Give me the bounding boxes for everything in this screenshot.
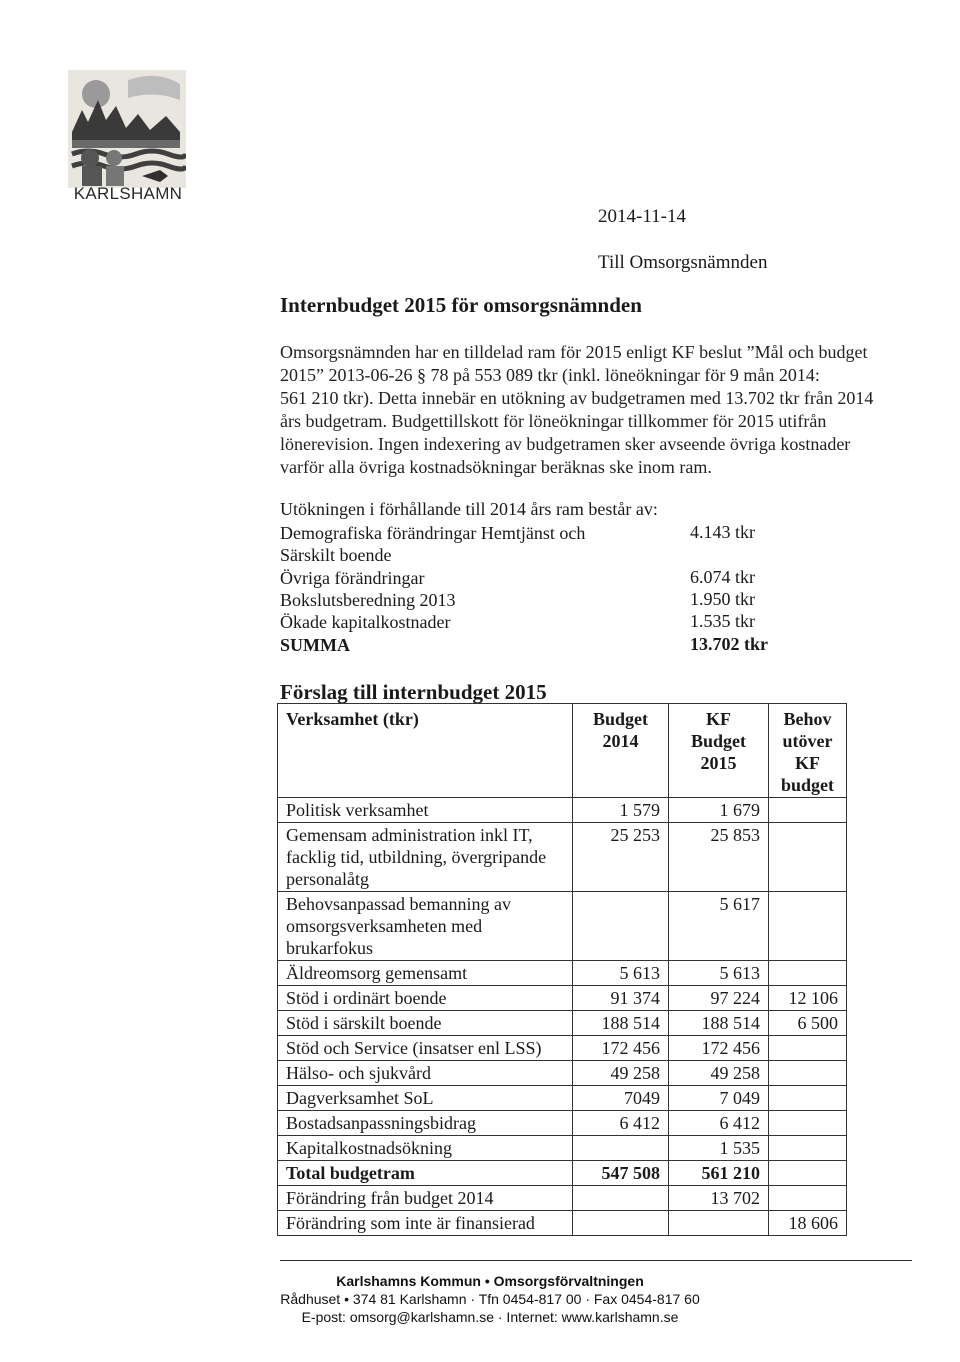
increase-item-value: 1.535 tkr — [690, 611, 755, 631]
footer-divider — [280, 1260, 912, 1261]
cell-kf-budget-2015: 49 258 — [669, 1061, 769, 1086]
cell-activity: Stöd i ordinärt boende — [278, 986, 573, 1011]
cell-need — [769, 1161, 847, 1186]
cell-activity: Kapitalkostnadsökning — [278, 1136, 573, 1161]
cell-need — [769, 1036, 847, 1061]
table-row — [278, 1036, 847, 1061]
cell-need — [769, 798, 847, 823]
footer — [200, 1272, 780, 1326]
table-row — [278, 798, 847, 823]
proposal-title: Förslag till internbudget 2015 — [280, 680, 547, 704]
budget-table — [277, 703, 847, 1236]
cell-kf-budget-2015: 13 702 — [669, 1186, 769, 1211]
increase-heading: Utökningen i förhållande till 2014 års ram består av: — [280, 499, 658, 519]
cell-budget-2014: 5 613 — [573, 961, 669, 986]
increase-sum-label: SUMMA — [280, 635, 350, 655]
cell-activity: Bostadsanpassningsbidrag — [278, 1111, 573, 1136]
table-row — [278, 892, 847, 961]
cell-activity: Total budgetram — [278, 1161, 573, 1186]
cell-activity: Stöd och Service (insatser enl LSS) — [278, 1036, 573, 1061]
table-row — [278, 1186, 847, 1211]
intro-line: varför alla övriga kostnadsökningar beräknas ske inom ram. — [280, 457, 712, 477]
cell-budget-2014: 49 258 — [573, 1061, 669, 1086]
table-row — [278, 1211, 847, 1236]
header-kf-budget-2015: KF Budget 2015 — [669, 704, 769, 798]
coat-of-arms-icon — [68, 70, 186, 188]
increase-item-label: Ökade kapitalkostnader — [280, 612, 451, 632]
footer-address: Rådhuset • 374 81 Karlshamn · Tfn 0454-817 00 · Fax 0454-817 60 — [280, 1291, 700, 1307]
cell-kf-budget-2015: 1 679 — [669, 798, 769, 823]
cell-need — [769, 1061, 847, 1086]
cell-need: 6 500 — [769, 1011, 847, 1036]
cell-activity: Förändring som inte är finansierad — [278, 1211, 573, 1236]
table-row — [278, 1061, 847, 1086]
intro-paragraph — [280, 341, 900, 479]
cell-need — [769, 892, 847, 961]
intro-line: års budgetram. Budgettillskott för löneökningar tillkommer för 2015 utifrån — [280, 411, 827, 431]
cell-need — [769, 1186, 847, 1211]
table-row — [278, 1011, 847, 1036]
header-activity: Verksamhet (tkr) — [278, 704, 573, 798]
logo-wordmark: KARLSHAMN — [73, 184, 183, 203]
table-row-total — [278, 1161, 847, 1186]
cell-budget-2014 — [573, 1211, 669, 1236]
cell-activity: Politisk verksamhet — [278, 798, 573, 823]
cell-need — [769, 961, 847, 986]
cell-budget-2014: 188 514 — [573, 1011, 669, 1036]
cell-kf-budget-2015: 188 514 — [669, 1011, 769, 1036]
cell-kf-budget-2015: 1 535 — [669, 1136, 769, 1161]
table-row — [278, 1136, 847, 1161]
cell-budget-2014: 6 412 — [573, 1111, 669, 1136]
cell-activity: Behovsanpassad bemanning av omsorgsverksamheten med brukarfokus — [278, 892, 573, 961]
increase-item-label: Övriga förändringar — [280, 568, 425, 588]
increase-sum-value: 13.702 tkr — [690, 634, 768, 654]
footer-org: Karlshamns Kommun • Omsorgsförvaltningen — [336, 1273, 644, 1289]
cell-kf-budget-2015: 172 456 — [669, 1036, 769, 1061]
document-title: Internbudget 2015 för omsorgsnämnden — [280, 293, 642, 317]
intro-line: Omsorgsnämnden har en tilldelad ram för 2015 enligt KF beslut ”Mål och budget — [280, 342, 868, 362]
cell-activity: Dagverksamhet SoL — [278, 1086, 573, 1111]
table-row — [278, 823, 847, 892]
cell-need — [769, 1086, 847, 1111]
cell-kf-budget-2015 — [669, 1211, 769, 1236]
footer-contact: E-post: omsorg@karlshamn.se · Internet: www.karlshamn.se — [301, 1309, 679, 1325]
cell-kf-budget-2015: 7 049 — [669, 1086, 769, 1111]
intro-line: 2015” 2013-06-26 § 78 på 553 089 tkr (inkl. löneökningar för 9 mån 2014: — [280, 365, 820, 385]
increase-item-label: Bokslutsberedning 2013 — [280, 590, 456, 610]
increase-item-value: 4.143 tkr — [690, 522, 755, 542]
cell-kf-budget-2015: 5 617 — [669, 892, 769, 961]
cell-activity: Stöd i särskilt boende — [278, 1011, 573, 1036]
cell-activity: Gemensam administration inkl IT, facklig tid, utbildning, övergripande personalåtg — [278, 823, 573, 892]
cell-need — [769, 1111, 847, 1136]
cell-kf-budget-2015: 97 224 — [669, 986, 769, 1011]
increase-item-label-cont: Särskilt boende — [280, 545, 392, 565]
cell-budget-2014: 1 579 — [573, 798, 669, 823]
header-budget-2014: Budget 2014 — [573, 704, 669, 798]
intro-line: 561 210 tkr). Detta innebär en utökning av budgetramen med 13.702 tkr från 2014 — [280, 388, 874, 408]
cell-kf-budget-2015: 25 853 — [669, 823, 769, 892]
cell-budget-2014: 172 456 — [573, 1036, 669, 1061]
intro-line: lönerevision. Ingen indexering av budgetramen sker avseende övriga kostnader — [280, 434, 851, 454]
cell-activity: Förändring från budget 2014 — [278, 1186, 573, 1211]
increase-item-value: 1.950 tkr — [690, 589, 755, 609]
cell-budget-2014: 25 253 — [573, 823, 669, 892]
cell-budget-2014: 7049 — [573, 1086, 669, 1111]
cell-kf-budget-2015: 6 412 — [669, 1111, 769, 1136]
cell-kf-budget-2015: 561 210 — [669, 1161, 769, 1186]
cell-need — [769, 823, 847, 892]
table-row — [278, 1086, 847, 1111]
cell-need — [769, 1136, 847, 1161]
recipient: Till Omsorgsnämnden — [598, 252, 768, 273]
cell-budget-2014 — [573, 1186, 669, 1211]
table-row — [278, 961, 847, 986]
cell-need: 18 606 — [769, 1211, 847, 1236]
increase-item-value: 6.074 tkr — [690, 567, 755, 587]
letter-date: 2014-11-14 — [598, 206, 686, 227]
cell-activity: Hälso- och sjukvård — [278, 1061, 573, 1086]
cell-need: 12 106 — [769, 986, 847, 1011]
header-need-beyond-kf: Behov utöver KF budget — [769, 704, 847, 798]
cell-budget-2014: 91 374 — [573, 986, 669, 1011]
table-header-row — [278, 704, 847, 798]
cell-budget-2014: 547 508 — [573, 1161, 669, 1186]
increase-item-label: Demografiska förändringar Hemtjänst och — [280, 523, 586, 543]
cell-budget-2014 — [573, 892, 669, 961]
cell-kf-budget-2015: 5 613 — [669, 961, 769, 986]
cell-budget-2014 — [573, 1136, 669, 1161]
table-row — [278, 1111, 847, 1136]
table-row — [278, 986, 847, 1011]
cell-activity: Äldreomsorg gemensamt — [278, 961, 573, 986]
